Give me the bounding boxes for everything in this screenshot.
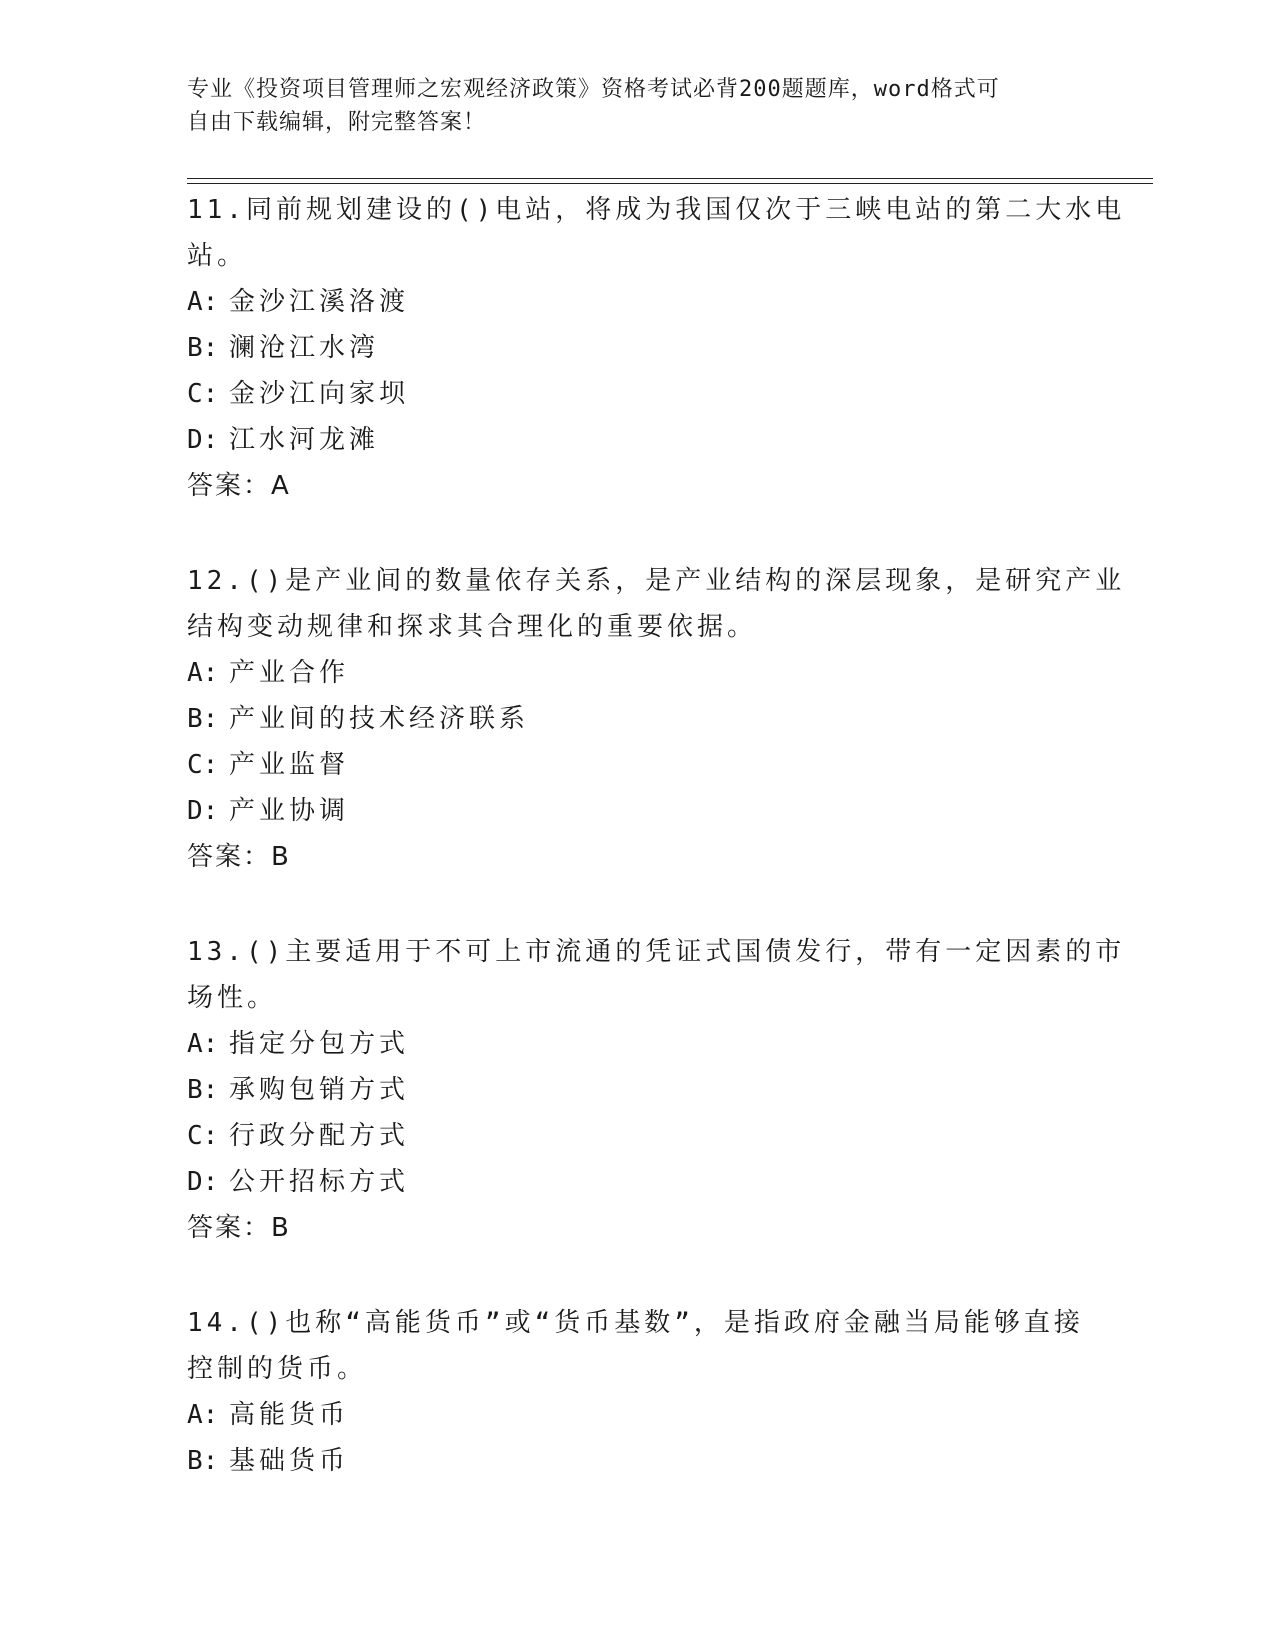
option-c (187, 371, 1087, 417)
option-d (187, 1159, 1087, 1205)
question-stem-line-2: 结构变动规律和探求其合理化的重要依据。 (187, 612, 758, 642)
option-letter: A: (187, 658, 219, 688)
header-divider-top (187, 178, 1153, 179)
option-letter: B: (187, 1446, 219, 1476)
question-12 (187, 558, 1126, 880)
document-header (187, 73, 1067, 139)
header-divider-bottom (187, 183, 1153, 184)
question-list (187, 187, 1126, 1533)
option-letter: C: (187, 1121, 219, 1151)
question-11 (187, 187, 1126, 509)
answer-line: 答案：B (187, 1213, 291, 1243)
option-text: 行政分配方式 (229, 1121, 410, 1151)
option-b (187, 696, 1087, 742)
option-text: 金沙江向家坝 (229, 379, 410, 409)
option-c (187, 742, 1087, 788)
question-14 (187, 1300, 1087, 1484)
option-letter: B: (187, 704, 219, 734)
option-text: 产业监督 (229, 750, 350, 780)
option-letter: A: (187, 1400, 219, 1430)
question-stem-line-1: 13.()主要适用于不可上市流通的凭证式国债发行，带有一定因素的市 (187, 937, 1126, 967)
question-stem-line-2: 场性。 (187, 983, 278, 1013)
option-d (187, 788, 1087, 834)
option-letter: D: (187, 1167, 219, 1197)
question-stem-line-1: 12.()是产业间的数量依存关系，是产业结构的深层现象，是研究产业 (187, 566, 1126, 596)
option-text: 产业合作 (229, 658, 350, 688)
option-b (187, 325, 1087, 371)
question-stem-line-2: 控制的货币。 (187, 1354, 368, 1384)
option-text: 承购包销方式 (229, 1075, 410, 1105)
option-c (187, 1113, 1087, 1159)
option-text: 产业协调 (229, 796, 350, 826)
question-stem-line-1: 14.()也称“高能货币”或“货币基数”，是指政府金融当局能够直接 (187, 1308, 1084, 1338)
option-letter: C: (187, 379, 219, 409)
option-a (187, 1392, 1087, 1438)
option-b (187, 1438, 1087, 1484)
option-letter: A: (187, 1029, 219, 1059)
option-letter: D: (187, 425, 219, 455)
option-d (187, 417, 1087, 463)
option-letter: B: (187, 1075, 219, 1105)
question-stem-line-2: 站。 (187, 241, 248, 271)
answer-line: 答案：B (187, 842, 291, 872)
option-text: 指定分包方式 (229, 1029, 410, 1059)
option-text: 澜沧江水湾 (229, 333, 380, 363)
option-b (187, 1067, 1087, 1113)
option-a (187, 1021, 1087, 1067)
option-a (187, 279, 1087, 325)
option-text: 产业间的技术经济联系 (229, 704, 530, 734)
option-letter: C: (187, 750, 219, 780)
option-letter: B: (187, 333, 219, 363)
option-text: 江水河龙滩 (229, 425, 380, 455)
header-line-1: 专业《投资项目管理师之宏观经济政策》资格考试必背200题题库，word格式可 (187, 77, 1000, 102)
question-stem-line-1: 11.同前规划建设的()电站，将成为我国仅次于三峡电站的第二大水电 (187, 195, 1126, 225)
option-text: 基础货币 (229, 1446, 350, 1476)
option-text: 金沙江溪洛渡 (229, 287, 410, 317)
option-text: 高能货币 (229, 1400, 350, 1430)
answer-line: 答案：A (187, 471, 291, 501)
header-line-2: 自由下载编辑，附完整答案！ (187, 110, 487, 135)
option-a (187, 650, 1087, 696)
option-text: 公开招标方式 (229, 1167, 410, 1197)
question-13 (187, 929, 1126, 1251)
option-letter: A: (187, 287, 219, 317)
option-letter: D: (187, 796, 219, 826)
